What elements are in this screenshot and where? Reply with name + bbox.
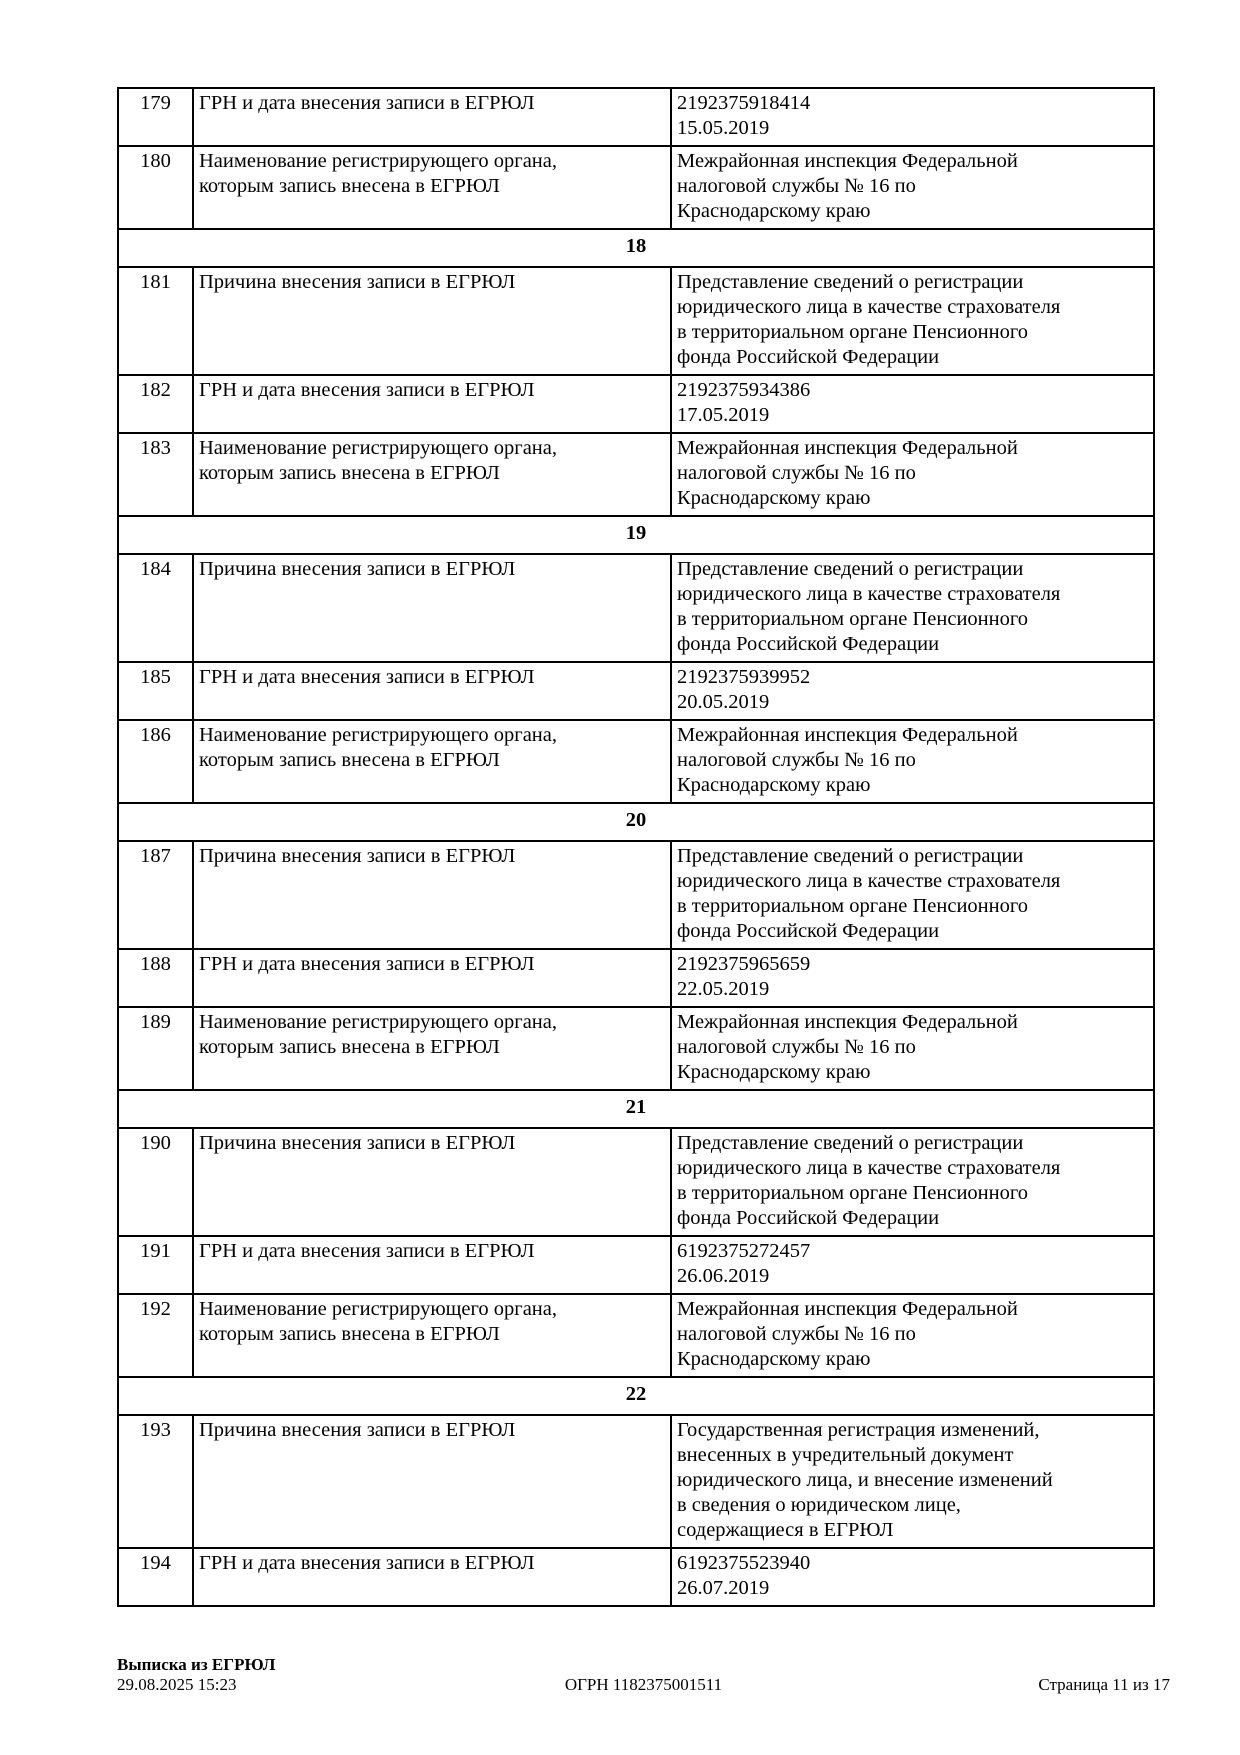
- footer-left-block: [117, 1655, 468, 1695]
- record-number: 185: [118, 662, 193, 720]
- footer-doc-title: Выписка из ЕГРЮЛ: [117, 1655, 276, 1674]
- record-label: Причина внесения записи в ЕГРЮЛ: [193, 1128, 671, 1236]
- record-row: [118, 1128, 1154, 1236]
- footer-page-number: Страница 11 из 17: [1038, 1675, 1170, 1694]
- record-row: [118, 1294, 1154, 1377]
- record-number: 193: [118, 1415, 193, 1548]
- record-row: [118, 841, 1154, 949]
- record-label: Наименование регистрирующего органа, которым запись внесена в ЕГРЮЛ: [193, 1007, 671, 1090]
- record-label: Наименование регистрирующего органа, которым запись внесена в ЕГРЮЛ: [193, 1294, 671, 1377]
- record-value: Межрайонная инспекция Федеральной налоговой службы № 16 по Краснодарскому краю: [671, 1007, 1154, 1090]
- record-row: [118, 267, 1154, 375]
- record-number: 188: [118, 949, 193, 1007]
- record-row: [118, 1007, 1154, 1090]
- record-row: [118, 1415, 1154, 1548]
- record-number: 179: [118, 88, 193, 146]
- section-header-row: [118, 1377, 1154, 1415]
- record-number: 194: [118, 1548, 193, 1606]
- section-number: 20: [118, 803, 1154, 841]
- record-label: Наименование регистрирующего органа, которым запись внесена в ЕГРЮЛ: [193, 720, 671, 803]
- record-row: [118, 1548, 1154, 1606]
- egrul-records-table: [117, 87, 1155, 1607]
- record-label: ГРН и дата внесения записи в ЕГРЮЛ: [193, 1548, 671, 1606]
- record-value: Межрайонная инспекция Федеральной налоговой службы № 16 по Краснодарскому краю: [671, 433, 1154, 516]
- record-number: 180: [118, 146, 193, 229]
- record-value: Межрайонная инспекция Федеральной налоговой службы № 16 по Краснодарскому краю: [671, 146, 1154, 229]
- record-value: Межрайонная инспекция Федеральной налоговой службы № 16 по Краснодарскому краю: [671, 1294, 1154, 1377]
- record-label: ГРН и дата внесения записи в ЕГРЮЛ: [193, 1236, 671, 1294]
- footer-ogrn: ОГРН 1182375001511: [564, 1675, 723, 1694]
- record-number: 192: [118, 1294, 193, 1377]
- record-label: ГРН и дата внесения записи в ЕГРЮЛ: [193, 949, 671, 1007]
- record-label: Причина внесения записи в ЕГРЮЛ: [193, 841, 671, 949]
- record-row: [118, 146, 1154, 229]
- record-label: ГРН и дата внесения записи в ЕГРЮЛ: [193, 662, 671, 720]
- record-row: [118, 88, 1154, 146]
- record-row: [118, 433, 1154, 516]
- section-header-row: [118, 516, 1154, 554]
- record-label: Причина внесения записи в ЕГРЮЛ: [193, 267, 671, 375]
- section-header-row: [118, 1090, 1154, 1128]
- record-value: Представление сведений о регистрации юридического лица в качестве страхователя в территориальном органе Пенсионного фонда Российской Федерации: [671, 841, 1154, 949]
- record-value: 2192375918414 15.05.2019: [671, 88, 1154, 146]
- record-value: 2192375934386 17.05.2019: [671, 375, 1154, 433]
- record-number: 184: [118, 554, 193, 662]
- section-number: 22: [118, 1377, 1154, 1415]
- record-row: [118, 1236, 1154, 1294]
- record-value: Представление сведений о регистрации юридического лица в качестве страхователя в территориальном органе Пенсионного фонда Российской Федерации: [671, 554, 1154, 662]
- record-number: 181: [118, 267, 193, 375]
- record-number: 183: [118, 433, 193, 516]
- record-label: Причина внесения записи в ЕГРЮЛ: [193, 554, 671, 662]
- section-header-row: [118, 803, 1154, 841]
- record-label: Наименование регистрирующего органа, которым запись внесена в ЕГРЮЛ: [193, 433, 671, 516]
- record-number: 189: [118, 1007, 193, 1090]
- record-label: Причина внесения записи в ЕГРЮЛ: [193, 1415, 671, 1548]
- record-row: [118, 554, 1154, 662]
- record-label: ГРН и дата внесения записи в ЕГРЮЛ: [193, 88, 671, 146]
- record-value: Представление сведений о регистрации юридического лица в качестве страхователя в территориальном органе Пенсионного фонда Российской Федерации: [671, 1128, 1154, 1236]
- section-number: 19: [118, 516, 1154, 554]
- page-footer: [117, 1655, 1170, 1695]
- record-label: Наименование регистрирующего органа, которым запись внесена в ЕГРЮЛ: [193, 146, 671, 229]
- record-number: 186: [118, 720, 193, 803]
- section-header-row: [118, 229, 1154, 267]
- record-value: Межрайонная инспекция Федеральной налоговой службы № 16 по Краснодарскому краю: [671, 720, 1154, 803]
- record-number: 182: [118, 375, 193, 433]
- record-row: [118, 375, 1154, 433]
- record-value: Представление сведений о регистрации юридического лица в качестве страхователя в территориальном органе Пенсионного фонда Российской Федерации: [671, 267, 1154, 375]
- record-label: ГРН и дата внесения записи в ЕГРЮЛ: [193, 375, 671, 433]
- footer-generated-datetime: 29.08.2025 15:23: [117, 1675, 237, 1694]
- record-number: 191: [118, 1236, 193, 1294]
- record-value: Государственная регистрация изменений, внесенных в учредительный документ юридического лица, и внесение изменений в сведения о юридическом лице, содержащиеся в ЕГРЮЛ: [671, 1415, 1154, 1548]
- record-value: 6192375523940 26.07.2019: [671, 1548, 1154, 1606]
- record-value: 6192375272457 26.06.2019: [671, 1236, 1154, 1294]
- record-number: 187: [118, 841, 193, 949]
- record-row: [118, 662, 1154, 720]
- section-number: 21: [118, 1090, 1154, 1128]
- section-number: 18: [118, 229, 1154, 267]
- record-row: [118, 720, 1154, 803]
- record-value: 2192375965659 22.05.2019: [671, 949, 1154, 1007]
- record-number: 190: [118, 1128, 193, 1236]
- record-row: [118, 949, 1154, 1007]
- record-value: 2192375939952 20.05.2019: [671, 662, 1154, 720]
